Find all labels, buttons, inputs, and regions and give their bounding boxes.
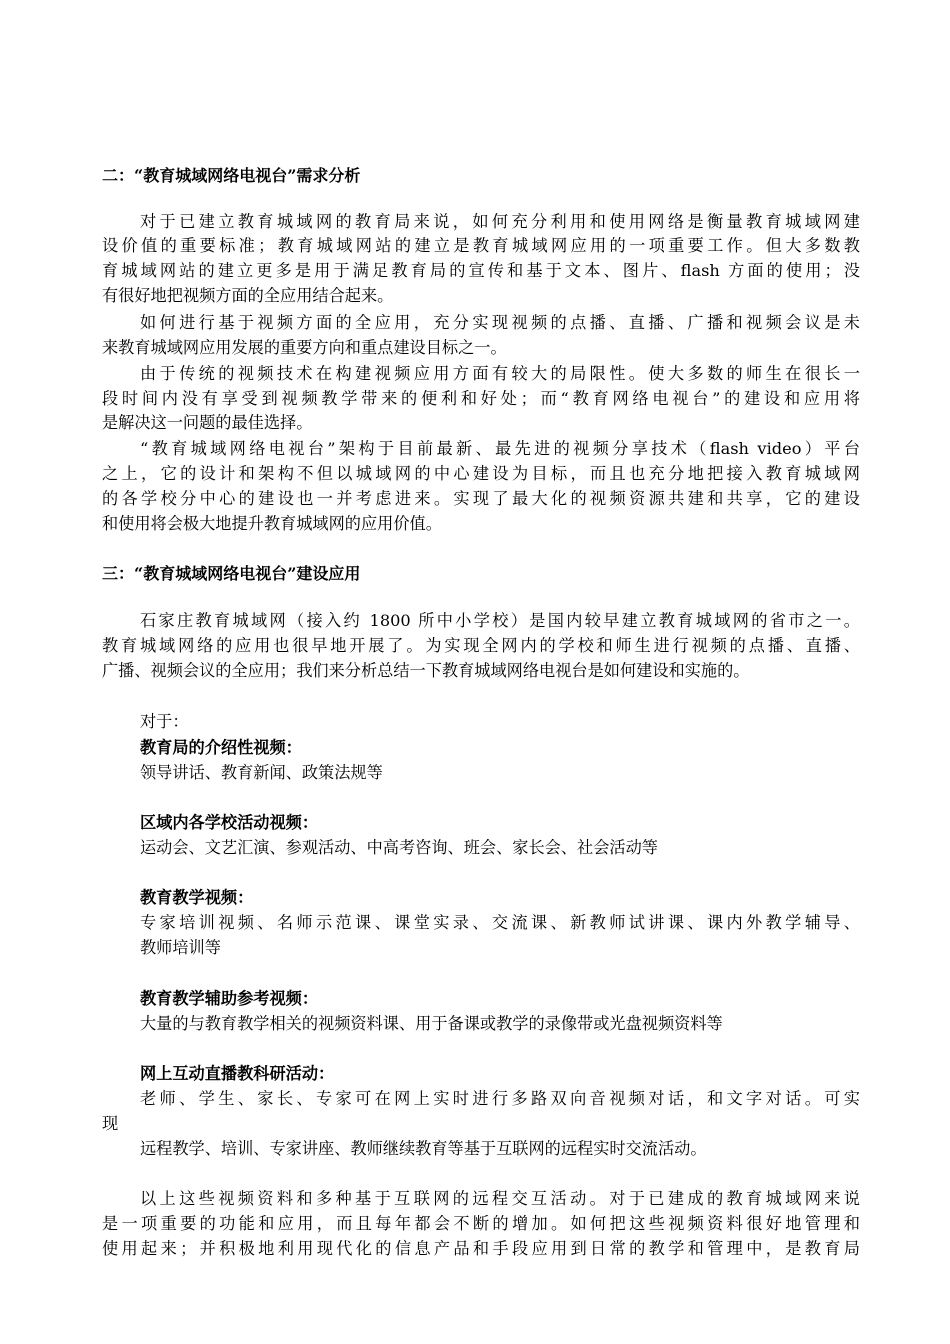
text-line: 使用起来；并积极地利用现代化的信息产品和手段应用到日常的教学和管理中，是教育局 bbox=[102, 1239, 860, 1258]
section-heading-demand-analysis: 二：“教育城域网络电视台”需求分析 bbox=[102, 166, 361, 185]
text-line: 教育城域网络的应用也很早地开展了。为实现全网内的学校和师生进行视频的点播、直播、 bbox=[102, 636, 860, 655]
list-item-text: 领导讲话、教育新闻、政策法规等 bbox=[140, 763, 383, 782]
list-item-title: 区域内各学校活动视频： bbox=[140, 813, 319, 832]
text-line: 的各学校分中心的建设也一并考虑进来。实现了最大化的视频资源共建和共享，它的建设 bbox=[102, 489, 860, 508]
section-heading-construction: 三：“教育城域网络电视台”建设应用 bbox=[102, 564, 361, 583]
list-item-text: 大量的与教育教学相关的视频资料课、用于备课或教学的录像带或光盘视频资料等 bbox=[140, 1014, 723, 1033]
list-item-title: 教育局的介绍性视频： bbox=[140, 738, 302, 757]
text-line: 育城域网站的建立更多是用于满足教育局的宣传和基于文本、图片、flash 方面的使用；没 bbox=[102, 261, 860, 280]
list-item-title: 网上互动直播教科研活动： bbox=[140, 1064, 335, 1083]
text-line: 和使用将会极大地提升教育城域网的应用价值。 bbox=[102, 514, 442, 533]
list-item-text: 专家培训视频、名师示范课、课堂实录、交流课、新教师试讲课、课内外教学辅导、 bbox=[140, 913, 860, 932]
text-line: 段时间内没有享受到视频教学带来的便利和好处；而“教育网络电视台”的建设和应用将 bbox=[102, 389, 860, 408]
list-item-title: 教育教学辅助参考视频： bbox=[140, 989, 319, 1008]
text-line: 由于传统的视频技术在构建视频应用方面有较大的局限性。使大多数的师生在很长一 bbox=[140, 364, 860, 383]
text-line: 有很好地把视频方面的全应用结合起来。 bbox=[102, 286, 394, 305]
list-item-text: 现 bbox=[102, 1114, 119, 1133]
text-line: 广播、视频会议的全应用；我们来分析总结一下教育城域网络电视台是如何建设和实施的。 bbox=[102, 661, 750, 680]
text-line: 来教育城域网应用发展的重要方向和重点建设目标之一。 bbox=[102, 338, 507, 357]
text-line: 如何进行基于视频方面的全应用，充分实现视频的点播、直播、广播和视频会议是未 bbox=[140, 313, 860, 332]
text-line: 以上这些视频资料和多种基于互联网的远程交互活动。对于已建成的教育城域网来说 bbox=[140, 1189, 860, 1208]
list-item-text: 远程教学、培训、专家讲座、教师继续教育等基于互联网的远程实时交流活动。 bbox=[140, 1139, 707, 1158]
text-line: 设价值的重要标准；教育城域网站的建立是教育城域网应用的一项重要工作。但大多数教 bbox=[102, 236, 860, 255]
text-line: 石家庄教育城域网（接入约 1800 所中小学校）是国内较早建立教育城域网的省市之一。 bbox=[140, 611, 860, 630]
list-item-title: 教育教学视频： bbox=[140, 888, 254, 907]
text-line: 之上，它的设计和架构不但以城域网的中心建设为目标，而且也充分地把接入教育城域网 bbox=[102, 464, 860, 483]
list-intro: 对于： bbox=[140, 712, 189, 731]
text-line: 对于已建立教育城域网的教育局来说，如何充分利用和使用网络是衡量教育城域网建 bbox=[140, 212, 860, 231]
list-item-text: 教师培训等 bbox=[140, 938, 221, 957]
text-line: 是一项重要的功能和应用，而且每年都会不断的增加。如何把这些视频资料很好地管理和 bbox=[102, 1214, 860, 1233]
list-item-text: 运动会、文艺汇演、参观活动、中高考咨询、班会、家长会、社会活动等 bbox=[140, 838, 658, 857]
text-line: 是解决这一问题的最佳选择。 bbox=[102, 413, 313, 432]
text-line: “教育城域网络电视台”架构于目前最新、最先进的视频分享技术（flash video）平台 bbox=[140, 439, 860, 458]
list-item-text: 老师、学生、家长、专家可在网上实时进行多路双向音视频对话，和文字对话。可实 bbox=[140, 1089, 860, 1108]
